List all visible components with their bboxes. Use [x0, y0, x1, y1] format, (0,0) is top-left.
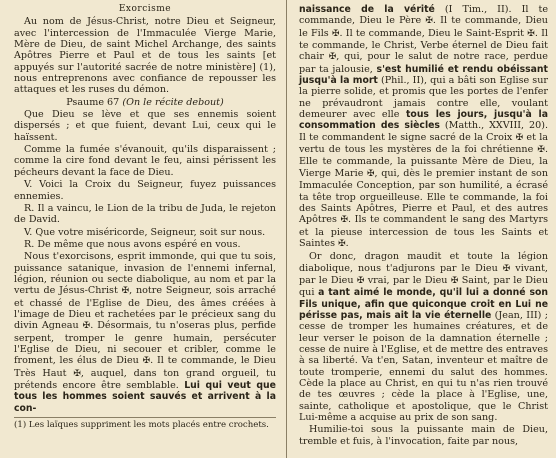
paragraph-psalm-2: Comme la fumée s'évanouit, qu'ils disparaissent ; comme la cire fond devant le feu, ainsi périssent les pécheurs devant la face de Dieu. — [14, 144, 276, 178]
bold-text: Lui qui veut que tous les hommes soient sauvés et arrivent à la con- — [14, 380, 276, 414]
paragraph-humility: Humilie-toi sous la puissante main de Dieu, tremble et fuis, à l'invocation, faite par nous, — [299, 424, 548, 447]
text-segment: vivant, par le Dieu — [299, 262, 548, 286]
paragraph-commands: naissance de la vérité (I Tim., II). Il te commande, Dieu le Père ✠. Il te commande, Dieu le Fils ✠. Il te commande, Dieu le Saint-Esprit ✠. Il te commande, le Christ, Verbe éternel de Dieu fait chair ✠, qui, pour le salut de notre race, perdue par ta jalousie, s'est humilié et rendu obéissant jusqu'à la mort (Phil., II), qui a bâti son Eglise sur la pierre solide, et promis que les portes de l'enfer ne prévaudront jamais contre elle, voulant demeurer avec elle tous les jours, jusqu'à la consommation des siècles (Matth., XXVIII, 20). Il te commandent le signe sacré de la Croix ✠ et la vertu de tous les mystères de la foi chrétienne ✠. Elle te commande, la puissante Mère de Dieu, la Vierge Marie ✠, qui, dès le premier instant de son Immaculée Conception, par son humilité, a écrasé ta tête trop orgueilleuse. Elle te commande, la foi des Saints Apôtres, Pierre et Paul, et des autres Apôtres ✠. Ils te commandent le sang des Martyrs et la pieuse intercession de tous les Saints et Saintes ✠. — [299, 4, 549, 249]
text-segment: (Matth., XXVIII, 20). Il te commandent le signe sacré de la Croix — [299, 120, 548, 143]
bold-text: a tant aimé le monde, qu'il lui a donné son Fils unique, afin que quiconque croit en Lui ne périsse pas, mais ait la vie éternelle — [299, 287, 548, 321]
response-2: R. De même que nous avons espéré en vous. — [24, 238, 241, 250]
text-segment: vrai, par le Dieu — [364, 274, 448, 286]
psalm-heading — [14, 97, 276, 108]
cross-icon: ✠ — [142, 356, 151, 367]
text-segment: (Phil., II), qui a bâti son Eglise sur la pierre solide, et promis que les portes de l'enfer ne prévaudront jamais contre elle, voulant demeurer avec elle — [299, 75, 548, 121]
text-segment: Or donc, dragon maudit et toute la légion diabolique, nous t'adjurons par le Dieu — [299, 251, 548, 274]
paragraph-adjuration — [299, 251, 548, 423]
text-segment: . Elle te commande, la puissante Mère de Dieu, la Vierge Marie — [299, 144, 548, 179]
text-segment: . Il te commande, le Dieu Très Haut — [14, 355, 276, 379]
text-segment: , auquel, dans ton grand orgueil, tu prétends encore être semblable. — [14, 367, 276, 391]
text-segment: Nous t'exorcisons, esprit immonde, qui que tu sois, puissance satanique, invasion de l'ennemi infernal, légion, réunion ou secte diabolique, au nom et par la vertu de Jésus-Christ — [14, 251, 276, 297]
text-segment: . Il te commande, Dieu le Saint-Esprit — [339, 27, 525, 39]
cross-icon: ✠ — [515, 132, 524, 143]
response-1: R. Il a vaincu, le Lion de la tribu de Juda, le rejeton de David. — [14, 202, 276, 226]
cross-icon: ✠ — [356, 275, 365, 286]
cross-icon: ✠ — [328, 52, 337, 63]
psalm-note: (On le récite debout) — [122, 96, 224, 108]
cross-icon: ✠ — [527, 28, 535, 39]
cross-icon: ✠ — [73, 368, 81, 379]
paragraph-invocation: Au nom de Jésus-Christ, notre Dieu et Seigneur, avec l'intercession de l'Immaculée Vierge Marie, Mère de Dieu, de saint Michel Archange, des saints Apôtres Pierre et Paul et de tous les saints [et appuyés sur l'autorité sacrée de notre ministère] (1), nous entreprenons avec confiance de repousser les attaques et les ruses du démon. — [14, 16, 276, 96]
cross-icon: ✠ — [450, 275, 459, 286]
text-segment: . Il te commande, Dieu le Fils — [299, 15, 548, 39]
text-segment: , notre Seigneur, sois arraché et chassé de l'Eglise de Dieu, des âmes créées à l'image de Dieu et rachetées par le précieux sang du divin Agneau — [14, 285, 276, 332]
versicle-1: V. Voici la Croix du Seigneur, fuyez puissances ennemies. — [14, 179, 276, 202]
psalm-title: Psaume 67 — [66, 96, 120, 108]
bold-text: s'est humilié et rendu obéissant jusqu'à la mort — [299, 63, 548, 87]
cross-icon: ✠ — [537, 145, 545, 156]
cross-icon: ✠ — [340, 215, 349, 226]
bold-text: tous les jours, jusqu'à la consommation des siècles — [299, 109, 548, 132]
versicle-2: V. Que votre miséricorde, Seigneur, soit sur nous. — [24, 226, 266, 238]
cross-icon: ✠ — [367, 168, 375, 179]
paragraph-exorcism — [14, 251, 276, 414]
bold-text: naissance de la vérité — [299, 4, 435, 15]
section-title: Exorcisme — [118, 4, 172, 14]
right-column — [286, 0, 556, 458]
paragraph-psalm-1: Que Dieu se lève et que ses ennemis soient dispersés ; et que fuient, devant Lui, ceux qui le haïssent. — [14, 109, 276, 143]
text-segment: . Il te commande, le Christ, Verbe éternel de Dieu fait chair — [299, 27, 548, 63]
text-segment: . Désormais, tu n'oseras plus, perfide serpent, tromper le genre humain, persécuter l'Eglise de Dieu, ni secouer et cribler, comme le froment, les élus de Dieu — [14, 320, 276, 367]
text-segment: , qui, pour le salut de notre race, perdue par ta jalousie, — [299, 51, 548, 75]
cross-icon: ✠ — [425, 16, 433, 27]
text-segment: Saint, par le Dieu qui — [299, 274, 548, 299]
text-segment: . Ils te commandent le sang des Martyrs et la pieuse intercession de tous les Saints et Saintes — [299, 214, 548, 249]
text-segment: , qui, dès le premier instant de son Immaculée Conception, par son humilité, a écrasé ta tête trop orgueilleuse. Elle te commande, la foi des Saints Apôtres, Pierre et Paul, et des autres Apôtres — [299, 167, 548, 226]
text-segment: (Jean, III) ; cesse de tromper les humaines créatures, et de leur verser le poison de la damnation éternelle ; cesse de nuire à l'Eglise, et de mettre des entraves à sa liberté. Va t'en, Satan, inventeur et maître de toute tromperie, ennemi du salut des hommes. Cède la place au Christ, en qui tu n'as rien trouvé de tes œuvres ; cède la place à l'Eglise, une, sainte, catholique et apostolique, que le Christ Lui-même a acquise au prix de son sang. — [299, 309, 548, 424]
cross-icon: ✠ — [82, 321, 91, 332]
cross-icon: ✠ — [502, 263, 511, 274]
cross-icon: ✠ — [338, 238, 346, 249]
text-segment: (I Tim., II). Il te commande, Dieu le Père — [299, 4, 548, 27]
cross-icon: ✠ — [121, 286, 130, 297]
cross-icon: ✠ — [331, 28, 340, 39]
footnote: (1) Les laïques suppriment les mots placés entre crochets. — [14, 417, 276, 431]
text-segment: et la vertu de tous les mystères de la foi chrétienne — [299, 131, 549, 156]
